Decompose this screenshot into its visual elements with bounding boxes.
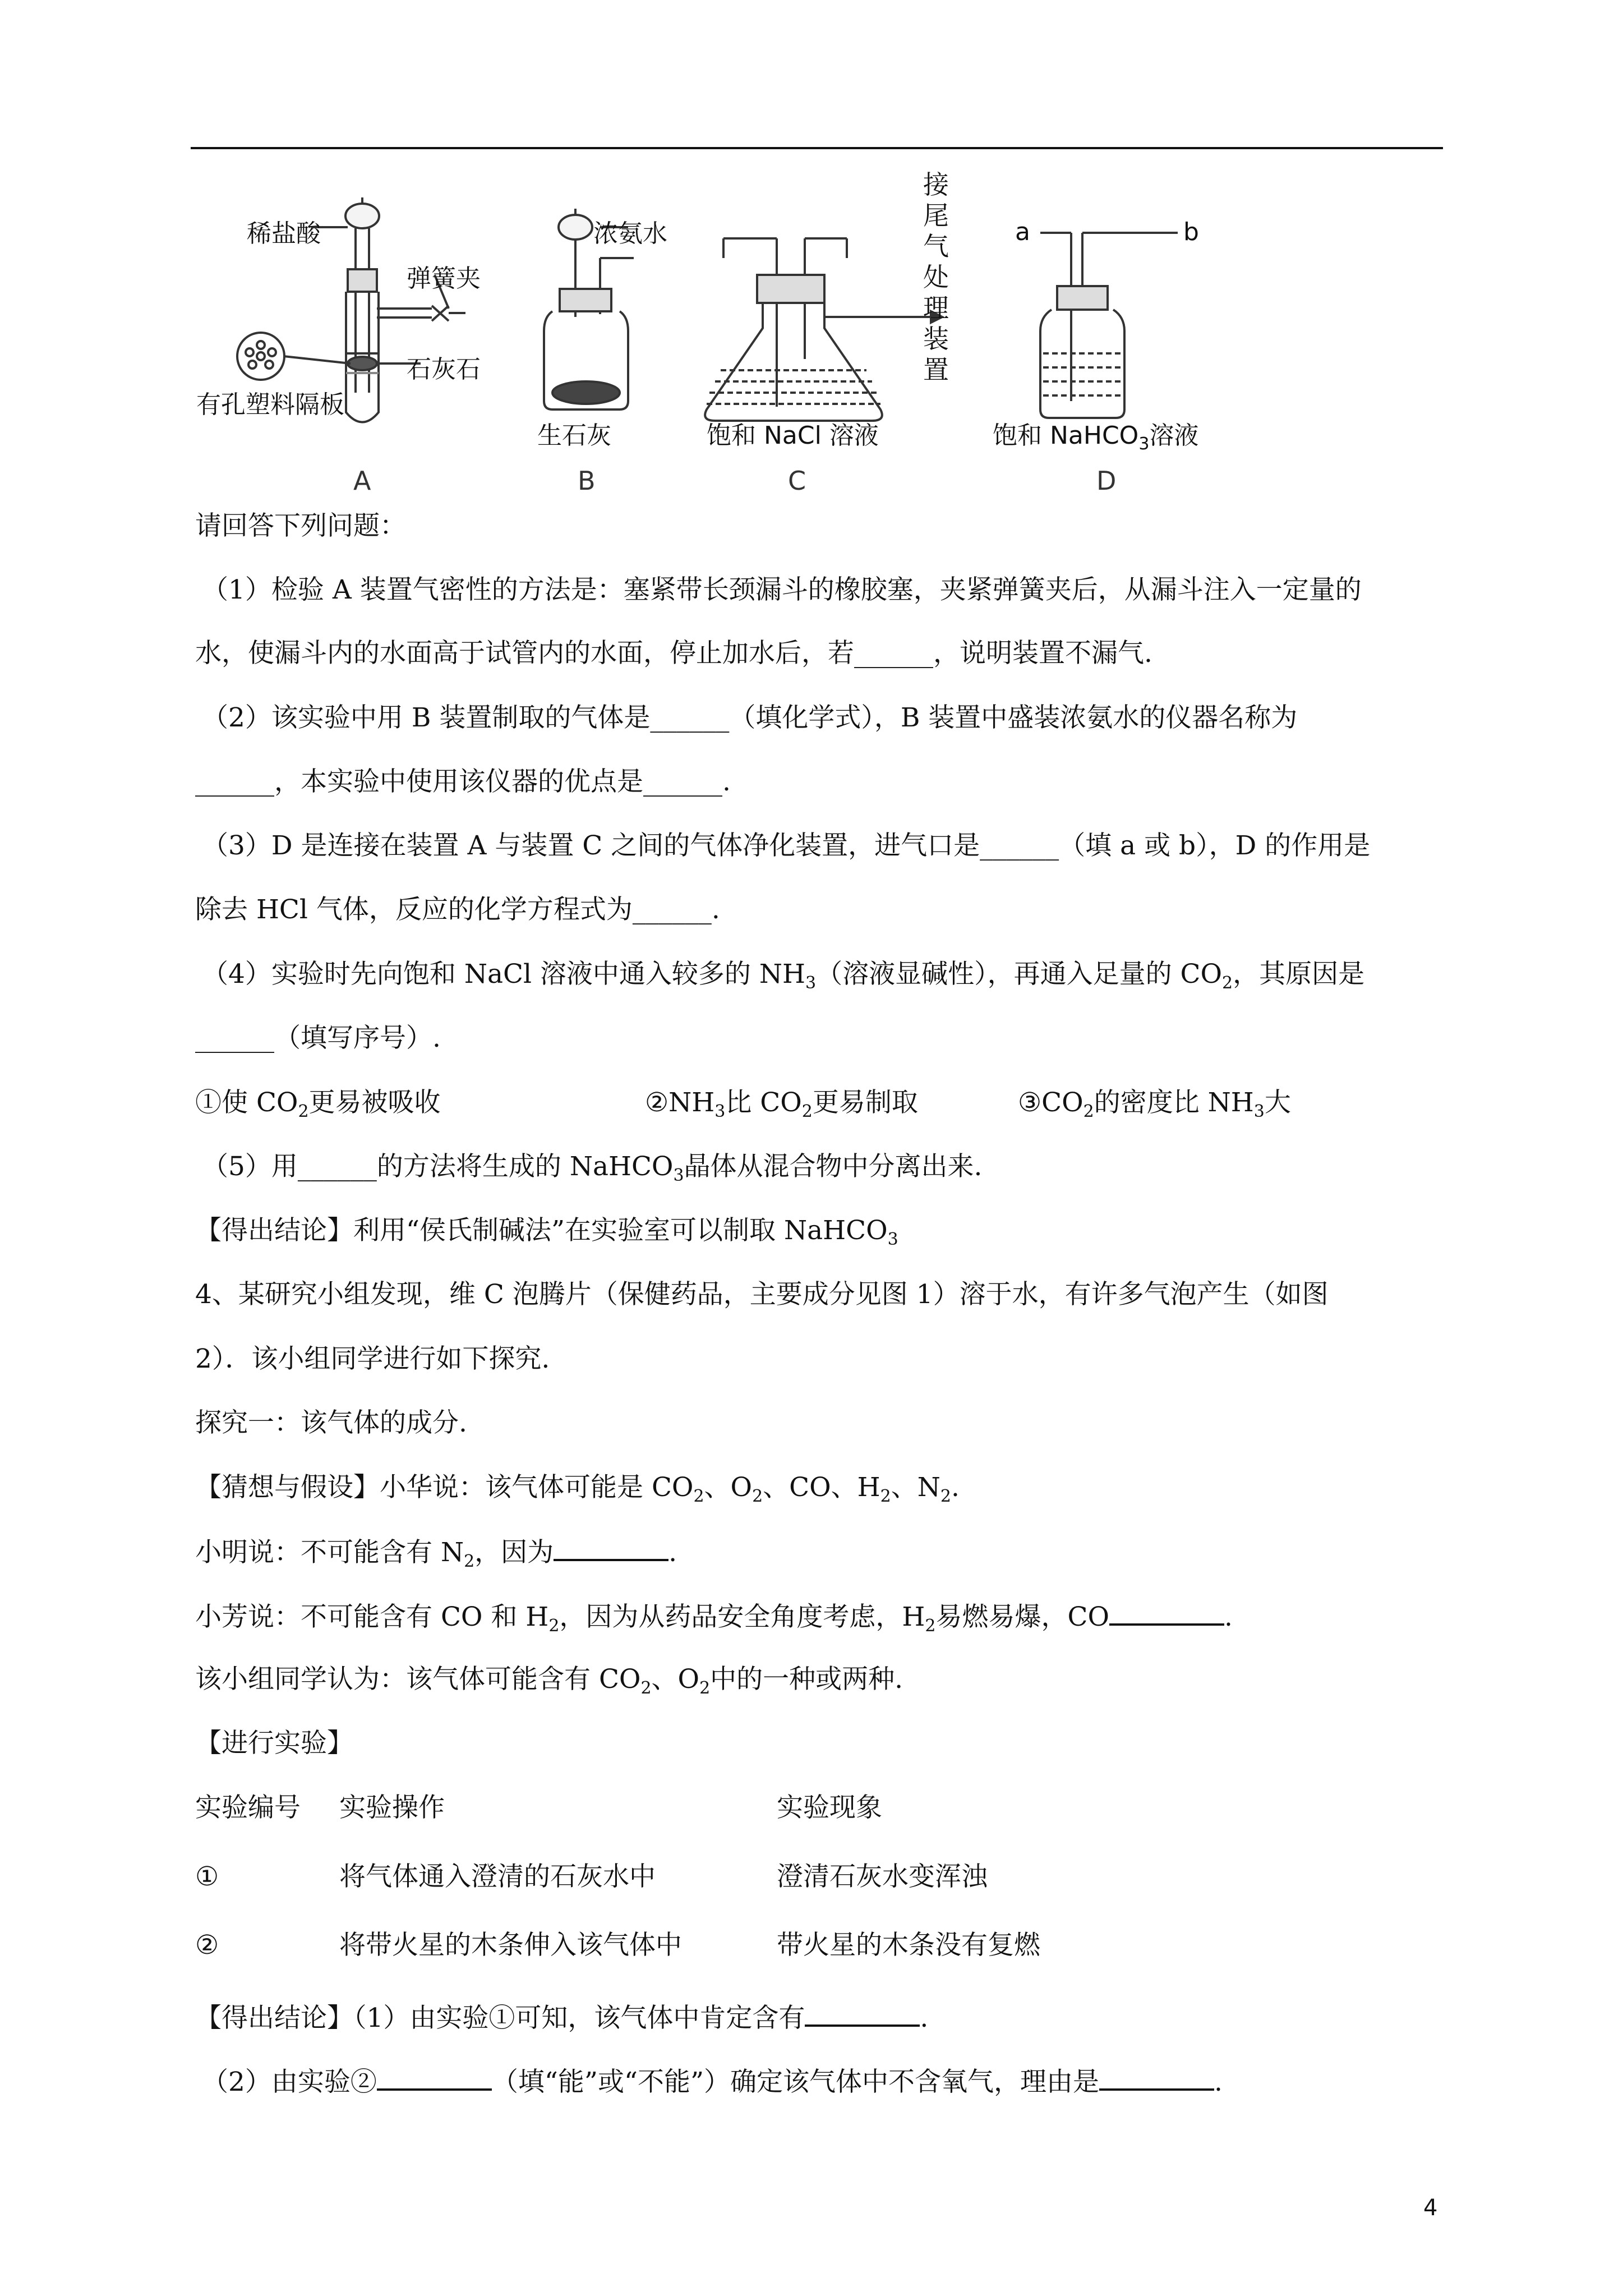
apparatus-figure [185,169,1251,510]
answer-blank[interactable] [1109,1599,1224,1626]
q3-intro: 请回答下列问题： [195,510,406,541]
label-tail-gas: 接 尾 气 处 理 装 置 [923,169,949,385]
q4-intro-line1: 4、某研究小组发现，维 C 泡腾片（保健药品，主要成分见图 1）溶于水，有许多气泡产生（如图 [195,1279,1329,1310]
q4-hypothesis: 【猜想与假设】小华说：该气体可能是 $CO_2$、$O_2$、CO、$H_2$、$N_2$. [195,1472,960,1506]
label-port-b: b [1183,218,1199,246]
label-limestone: 石灰石 [407,355,481,384]
answer-blank[interactable] [554,1534,668,1561]
label-dilute-hcl: 稀盐酸 [247,219,321,248]
page-number: 4 [1423,2195,1438,2221]
table-header-phenomenon: 实验现象 [777,1792,882,1823]
table-header-operation: 实验操作 [339,1792,445,1823]
q3-part1-line1: （1）检验 A 装置气密性的方法是：塞紧带长颈漏斗的橡胶塞，夹紧弹簧夹后，从漏斗注入一定量的 [202,574,1362,605]
table-row-2-phenomenon: 带火星的木条没有复燃 [777,1930,1040,1961]
q3-conclusion: 【得出结论】利用“侯氏制碱法”在实验室可以制取 NaHCO$_3$ [195,1215,898,1249]
label-port-a: a [1015,218,1030,246]
q3-part5: （5）用______的方法将生成的 NaHCO$_3$晶体从混合物中分离出来. [202,1151,983,1185]
q3-option-3: $③CO_2$的密度比 $NH_3$大 [1018,1087,1291,1121]
q3-option-2: $②NH_3$比 $CO_2$更易制取 [645,1087,918,1121]
q4-xiaoming: 小明说：不可能含有 $N_2$，因为 . [195,1534,677,1570]
q3-part3-line1: （3）D 是连接在装置 A 与装置 C 之间的气体净化装置，进气口是______（填 a 或 b），D 的作用是 [202,830,1371,861]
label-conc-ammonia: 浓氨水 [593,219,667,248]
table-header-number: 实验编号 [195,1792,301,1823]
header-rule [191,147,1443,149]
letter-a: A [353,466,371,496]
label-nahco3-solution: 饱和 NaHCO$_3$溶液 [993,421,1199,454]
q3-part3-line2: 除去 HCl 气体，反应的化学方程式为______. [195,894,720,925]
table-row-2-number: ② [195,1930,219,1961]
table-row-1-operation: 将气体通入澄清的石灰水中 [339,1861,656,1892]
label-perforated-plate: 有孔塑料隔板 [196,390,344,419]
q4-xiaofang: 小芳说：不可能含有 CO 和 $H_2$，因为从药品安全角度考虑，$H_2$易燃易爆，CO . [195,1599,1233,1634]
q3-part1-line2: 水，使漏斗内的水面高于试管内的水面，停止加水后，若______，说明装置不漏气. [195,638,1152,669]
q4-conclusion-2: （2）由实验② （填“能”或“不能”）确定该气体中不含氧气，理由是 . [202,2064,1223,2099]
letter-c: C [788,466,806,496]
letter-d: D [1096,466,1117,496]
table-row-1-phenomenon: 澄清石灰水变浑浊 [777,1861,988,1892]
q4-intro-line2: 2）．该小组同学进行如下探究. [195,1343,550,1374]
answer-blank[interactable] [1099,2064,1214,2091]
apparatus-drawing [185,185,1251,510]
q4-conclusion-1: 【得出结论】（1）由实验①可知，该气体中肯定含有 . [195,2000,928,2035]
label-spring-clip: 弹簧夹 [407,264,481,293]
q3-part2-line2: ______，本实验中使用该仪器的优点是______. [195,766,731,797]
answer-blank[interactable] [377,2064,492,2091]
label-nacl-solution: 饱和 NaCl 溶液 [707,421,879,450]
table-row-1-number: ① [195,1861,219,1892]
label-quicklime: 生石灰 [537,421,611,450]
q4-explore1: 探究一：该气体的成分. [195,1407,467,1438]
letter-b: B [578,466,596,496]
q3-part2-line1: （2）该实验中用 B 装置制取的气体是______（填化学式），B 装置中盛装浓氨水的仪器名称为 [202,702,1298,733]
table-row-2-operation: 将带火星的木条伸入该气体中 [339,1930,682,1961]
q3-part4-line1: （4）实验时先向饱和 NaCl 溶液中通入较多的 $NH_3$（溶液显碱性），再通入足量的 $CO_2$，其原因是 [202,959,1365,993]
q3-part4-line2: ______（填写序号）. [195,1023,441,1053]
q3-option-1: ①使 $CO_2$更易被吸收 [195,1087,441,1121]
answer-blank[interactable] [805,2000,920,2027]
q4-group-view: 该小组同学认为：该气体可能含有 $CO_2$、$O_2$中的一种或两种. [195,1664,903,1698]
q4-experiment-heading: 【进行实验】 [195,1728,353,1759]
